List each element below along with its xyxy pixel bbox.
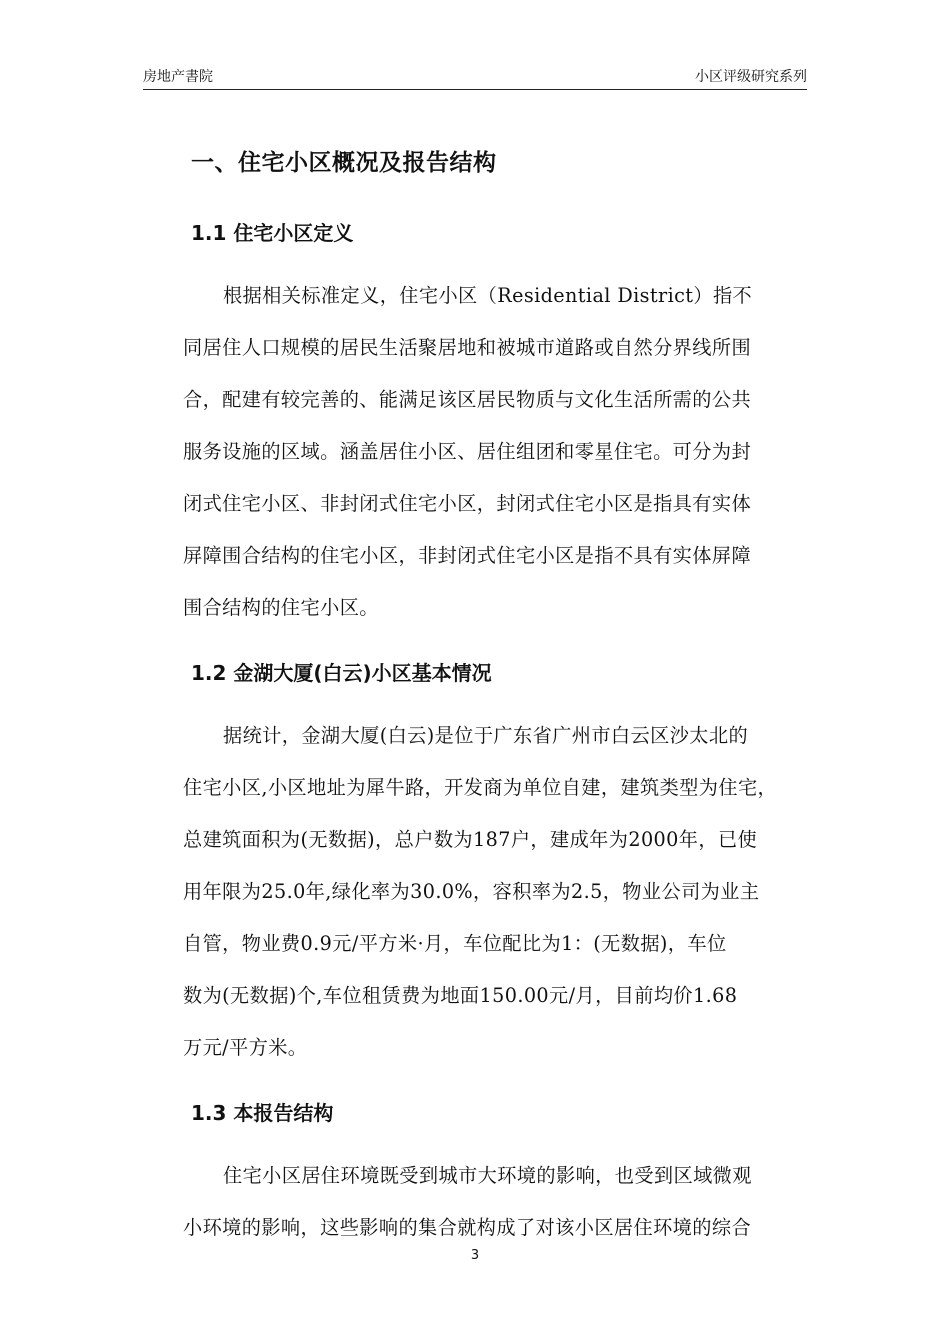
header-divider [143, 89, 807, 90]
paragraph-line: 合，配建有较完善的、能满足该区居民物质与文化生活所需的公共 [183, 388, 752, 411]
paragraph-line: 根据相关标准定义，住宅小区（Residential District）指不 [223, 284, 753, 307]
paragraph-line: 小环境的影响，这些影响的集合就构成了对该小区居住环境的综合 [183, 1216, 752, 1239]
subsection-heading-1-1: 1.1 住宅小区定义 [191, 221, 354, 245]
paragraph-line: 据统计，金湖大厦(白云)是位于广东省广州市白云区沙太北的 [223, 724, 749, 747]
paragraph-line: 自管，物业费0.9元/平方米·月，车位配比为1：(无数据)，车位 [183, 932, 727, 955]
paragraph-line: 总建筑面积为(无数据)，总户数为187户，建成年为2000年，已使 [183, 828, 758, 851]
paragraph-line: 住宅小区居住环境既受到城市大环境的影响，也受到区域微观 [223, 1164, 752, 1187]
paragraph-line: 住宅小区,小区地址为犀牛路，开发商为单位自建，建筑类型为住宅， [183, 776, 778, 799]
paragraph-line: 数为(无数据)个,车位租赁费为地面150.00元/月，目前均价1.68 [183, 984, 738, 1007]
paragraph-definition [143, 270, 807, 634]
paragraph-line: 用年限为25.0年,绿化率为30.0%，容积率为2.5，物业公司为业主 [183, 880, 760, 903]
subsection-heading-1-2: 1.2 金湖大厦(白云)小区基本情况 [191, 661, 492, 685]
paragraph-basic-info [143, 710, 807, 1074]
paragraph-line: 万元/平方米。 [183, 1036, 308, 1059]
paragraph-line: 同居住人口规模的居民生活聚居地和被城市道路或自然分界线所围 [183, 336, 752, 359]
header-publisher: 房地产書院 [143, 69, 213, 85]
paragraph-line: 闭式住宅小区、非封闭式住宅小区，封闭式住宅小区是指具有实体 [183, 492, 752, 515]
header-series-title: 小区评级研究系列 [695, 69, 807, 85]
section-heading-1: 一、住宅小区概况及报告结构 [191, 150, 497, 176]
page-header [143, 66, 807, 90]
paragraph-report-structure [143, 1150, 807, 1254]
document-body [143, 145, 807, 1254]
paragraph-line: 围合结构的住宅小区。 [183, 596, 379, 619]
subsection-heading-1-3: 1.3 本报告结构 [191, 1101, 334, 1125]
paragraph-line: 服务设施的区域。涵盖居住小区、居住组团和零星住宅。可分为封 [183, 440, 752, 463]
paragraph-line: 屏障围合结构的住宅小区，非封闭式住宅小区是指不具有实体屏障 [183, 544, 752, 567]
page-number: 3 [470, 1248, 480, 1263]
